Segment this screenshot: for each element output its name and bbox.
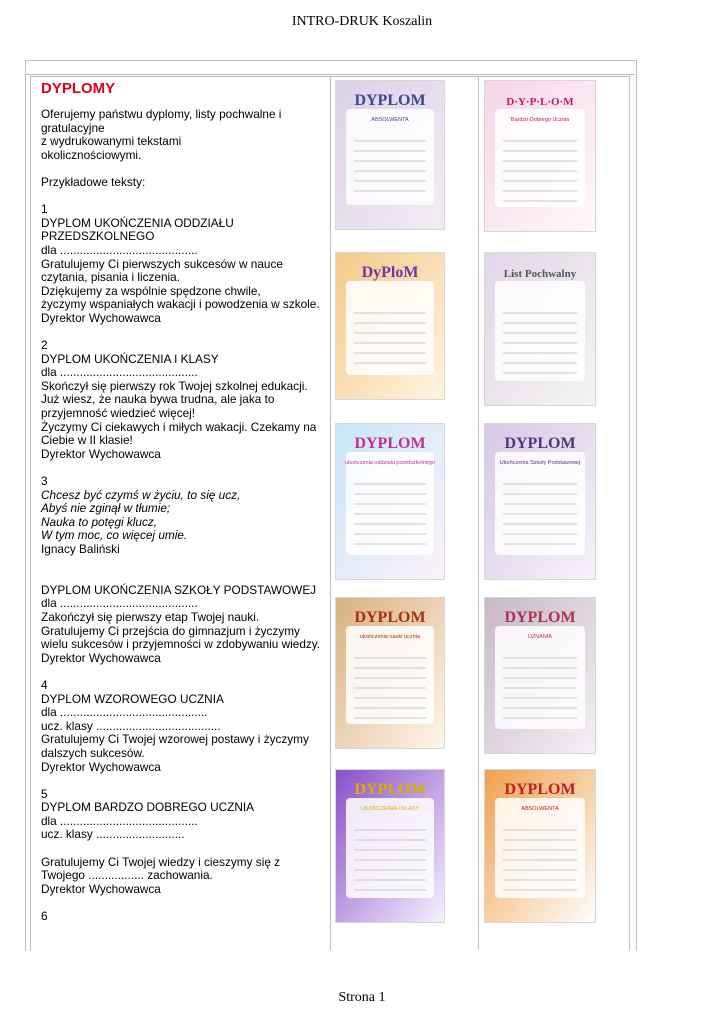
diploma-title: List Pochwalny [503, 268, 577, 280]
example-school: DYPLOM UKOŃCZENIA SZKOŁY PODSTAWOWEJ dla .......................................... Zakończył się pierwszy etap Twojej nauki. Gratulujemy Ci przejścia do gimnazjum i życzymy wielu sukcesów i przyjemności w zdobywaniu wiedzy. Dyrektor Wychowawca [41, 582, 321, 665]
examples-label: Przykładowe teksty: [41, 174, 146, 189]
diploma-subtitle: UZNANIA [527, 634, 553, 640]
diploma-thumbnail [484, 769, 596, 923]
diploma-subtitle: ABSOLWENTA [521, 806, 559, 812]
diploma-title: DYPLOM [504, 781, 576, 798]
diploma-title: DYPLOM [354, 435, 426, 452]
diploma-thumbnail [335, 423, 445, 580]
diploma-subtitle: ukończenia nauki ucznia [360, 634, 420, 640]
diploma-title: DYPLOM [354, 92, 426, 109]
diploma-thumbnail [484, 80, 596, 232]
example-3-number: 3 [41, 474, 48, 489]
example-4: 4 DYPLOM WZOROWEGO UCZNIA dla ............................................. ucz. klasy ...................................... Gratulujemy Ci Twojej wzorowej postawy i życzymy dalszych sukcesów. Dyrektor Wychowawca [41, 677, 309, 774]
diploma-thumbnail [484, 423, 596, 580]
diploma-title: DyPloM [361, 264, 419, 281]
intro-text: Oferujemy państwu dyplomy, listy pochwalne i gratulacyjne z wydrukowanymi tekstami okolicznościowymi. [41, 107, 282, 162]
page-title: DYPLOMY [41, 80, 116, 97]
top-bar [25, 60, 635, 75]
diploma-thumbnail [484, 597, 596, 754]
page-header: INTRO-DRUK Koszalin [291, 14, 433, 29]
example-2: 2 DYPLOM UKOŃCZENIA I KLASY dla .......................................... Skończył się pierwszy rok Twojej szkolnej edukacji. Już wiesz, że nauka bywa trudna, ale jaka to przyjemność wiedzieć więcej! Życzymy Ci ciekawych i miłych wakacji. Czekamy na Ciebie w II klasie! Dyrektor Wychowawca [41, 338, 317, 461]
diploma-thumbnail [335, 252, 445, 400]
diploma-title: D·Y·P·L·O·M [506, 96, 574, 108]
diploma-title: DYPLOM [354, 781, 426, 798]
diploma-title: DYPLOM [354, 609, 426, 626]
diploma-subtitle: ukończenia oddziału przedszkolnego [345, 460, 435, 466]
diploma-thumbnail [335, 80, 445, 230]
example-5-wishes: Gratulujemy Ci Twojej wiedzy i cieszymy się z Twojego ................. zachowania. Dyrektor Wychowawca [41, 854, 281, 896]
example-3-poem: Chcesz być czymś w życiu, to się ucz, Abyś nie zginął w tłumie; Nauka to potęgi klucz, W tym moc, co więcej umie. [41, 487, 241, 543]
example-1: 1 DYPLOM UKOŃCZENIA ODDZIAŁU PRZEDSZKOLNEGO dla .......................................... Gratulujemy Ci pierwszych sukcesów w nauce czytania, pisania i liczenia. Dziękujemy za wspólnie spędzone chwile, życzymy wspaniałych wakacji i powodzenia w szkole. Dyrektor Wychowawca [41, 202, 320, 325]
example-6-number: 6 [41, 909, 48, 924]
text-column [41, 80, 326, 924]
example-3-author: Ignacy Baliński [41, 542, 120, 556]
column-divider [330, 76, 331, 950]
diploma-subtitle: ABSOLWENTA [371, 117, 409, 123]
diploma-subtitle: UKOŃCZENIA I KLASY [360, 806, 420, 812]
diploma-title: DYPLOM [504, 609, 576, 626]
column-divider [478, 76, 479, 950]
diploma-thumbnail [484, 252, 596, 406]
diploma-thumbnail [335, 597, 445, 749]
diploma-title: DYPLOM [504, 435, 576, 452]
diploma-thumbnail [335, 769, 445, 923]
diploma-subtitle: Ukończenia Szkoły Podstawowej [499, 460, 581, 466]
example-5: 5 DYPLOM BARDZO DOBREGO UCZNIA dla .......................................... ucz. klasy ........................... [41, 786, 255, 842]
page-footer: Strona 1 [338, 990, 386, 1005]
diploma-subtitle: Bardzo Dobrego Ucznia [510, 117, 570, 123]
